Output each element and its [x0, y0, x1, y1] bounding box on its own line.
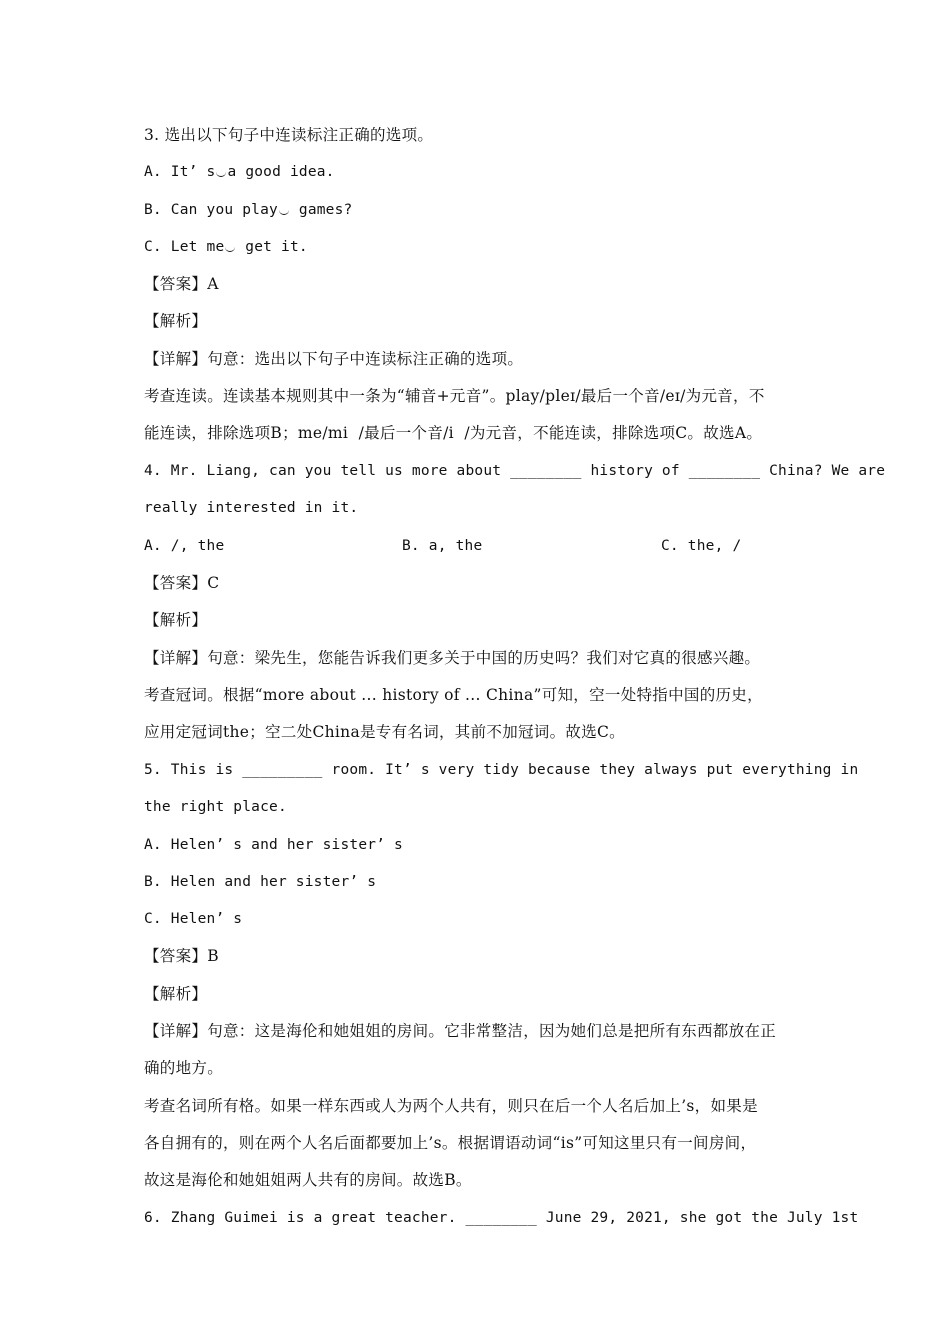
- q5-stem-line-2: the right place.: [144, 799, 287, 815]
- q5-explanation-line-3: 故这是海伦和她姐姐两人共有的房间。故选B。: [144, 1171, 472, 1189]
- q3-option-a-text-pre: A. It’ s: [144, 164, 216, 180]
- q5-detail-line-2: 确的地方。: [144, 1059, 224, 1077]
- q5-answer: 【答案】B: [144, 947, 219, 965]
- q3-option-c[interactable]: [144, 237, 824, 257]
- q5-detail-line-1: 【详解】句意：这是海伦和她姐姐的房间。它非常整洁，因为她们总是把所有东西都放在正: [144, 1022, 777, 1040]
- q5-option-c[interactable]: C. Helen’ s: [144, 911, 243, 927]
- q3-detail: 【详解】句意：选出以下句子中连读标注正确的选项。: [144, 350, 524, 368]
- q4-stem-line-1: 4. Mr. Liang, can you tell us more about ________ history of ________ China? We are: [144, 463, 886, 479]
- q4-option-c[interactable]: C. the, /: [661, 538, 742, 554]
- q4-analysis-label: 【解析】: [144, 611, 208, 629]
- q3-analysis-label: 【解析】: [144, 312, 208, 330]
- q3-stem: 3. 选出以下句子中连读标注正确的选项。: [144, 126, 434, 144]
- q3-option-b[interactable]: [144, 200, 824, 220]
- q3-option-b-text-pre: B. Can you play: [144, 202, 278, 218]
- q4-answer: 【答案】C: [144, 574, 220, 592]
- q3-answer: 【答案】A: [144, 275, 219, 293]
- liaison-mark-icon: [278, 208, 290, 216]
- q3-option-c-text-pre: C. Let me: [144, 239, 225, 255]
- q4-detail: 【详解】句意：梁先生，您能告诉我们更多关于中国的历史吗？我们对它真的很感兴趣。: [144, 649, 761, 667]
- q4-option-b[interactable]: B. a, the: [402, 538, 483, 554]
- q4-explanation-line-2: 应用定冠词the；空二处China是专有名词，其前不加冠词。故选C。: [144, 723, 625, 741]
- q3-option-a-text-post: a good idea.: [227, 164, 335, 180]
- q4-stem-line-2: really interested in it.: [144, 500, 359, 516]
- liaison-mark-icon: [215, 170, 227, 178]
- q4-option-a[interactable]: A. /, the: [144, 538, 225, 554]
- q5-explanation-line-1: 考查名词所有格。如果一样东西或人为两个人共有，则只在后一个人名后加上’s，如果是: [144, 1097, 758, 1115]
- q5-stem-line-1: 5. This is _________ room. It’ s very tidy because they always put everything in: [144, 762, 859, 778]
- q3-explanation-line-1: 考查连读。连读基本规则其中一条为“辅音+元音”。play/pleɪ/最后一个音/eɪ/为元音，不: [144, 387, 765, 405]
- q5-analysis-label: 【解析】: [144, 985, 208, 1003]
- liaison-mark-icon: [224, 245, 236, 253]
- q3-option-a[interactable]: [144, 162, 824, 182]
- q6-stem-line-1: 6. Zhang Guimei is a great teacher. ________ June 29, 2021, she got the July 1st: [144, 1210, 859, 1226]
- q3-option-b-text-post: games?: [289, 202, 353, 218]
- q5-option-a[interactable]: A. Helen’ s and her sister’ s: [144, 837, 403, 853]
- q4-explanation-line-1: 考查冠词。根据“more about ... history of ... China”可知，空一处特指中国的历史，: [144, 686, 763, 704]
- q5-explanation-line-2: 各自拥有的，则在两个人名后面都要加上’s。根据谓语动词“is”可知这里只有一间房间，: [144, 1134, 757, 1152]
- q3-explanation-line-2: 能连读，排除选项B；me/mi /最后一个音/i /为元音，不能连读，排除选项C。故选A。: [144, 424, 763, 442]
- q5-option-b[interactable]: B. Helen and her sister’ s: [144, 874, 377, 890]
- q3-option-c-text-post: get it.: [236, 239, 308, 255]
